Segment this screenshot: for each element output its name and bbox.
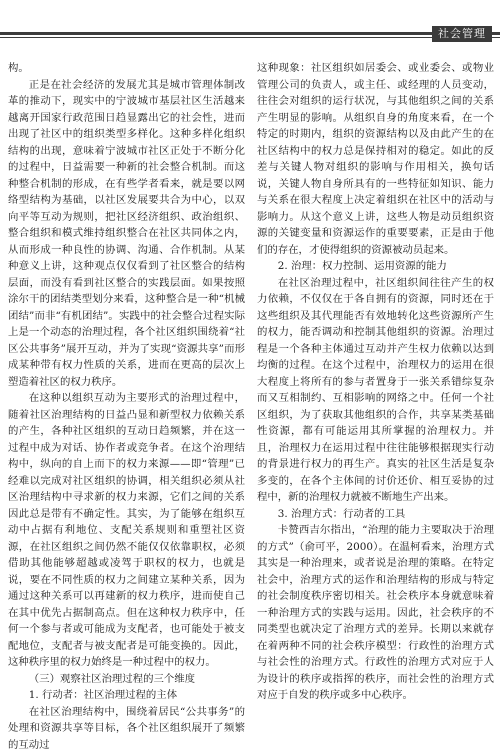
left-column bbox=[8, 60, 245, 560]
page-header bbox=[0, 0, 500, 44]
subsection-heading: 3. 治理方式：行动者的工具 bbox=[257, 506, 494, 523]
header-rule-thin bbox=[0, 37, 500, 38]
paragraph: 卡赞西吉尔指出，“治理的能力主要取决于治理的方式”（俞可平，2000）。在温柯看来，治理方式其实是一种治理来，或者说是治理的策略。在特定社会中，治理方式的运作和治理结构的形成与特定的社会制度秩序密切相关。社会秩序本身就意味着一种治理方式的实践与运用。因此，社会秩序的不同类型也就决定了治理方式的差异。长期以来就存在着两种不同的社会秩序模型：行政性的治理方式与社会性的治理方式。行政性的治理方式对应于人为设计的秩序或指挥的秩序，而社会性的治理方式对应于自发的秩序或多中心秩序。 bbox=[257, 522, 494, 704]
paragraph-continuation: 构。 bbox=[8, 60, 245, 77]
right-column bbox=[257, 60, 494, 560]
paragraph: 在社区治理结构中，围绕着居民“公共事务”的处理和资源共享等目标，各个社区组织展开了频繁的互动过 bbox=[8, 704, 245, 753]
subsection-heading: 1. 行动者：社区治理过程的主体 bbox=[8, 687, 245, 704]
header-rule-thick bbox=[0, 32, 500, 35]
section-heading: （三）观察社区治理过程的三个维度 bbox=[8, 671, 245, 688]
paragraph: 在社区治理过程中，社区组织间往往产生的权力依赖，不仅仅在于各自拥有的资源，同时还在于这些组织及其代理能否有效地转化这些资源所产生的权力，能否调动和控制其他组织的资源。治理过程是一个各种主体通过互动并产生权力依赖以达到均衡的过程。在这个过程中，治理权力的运用在很大程度上将所有的参与者置身于一张关系错综复杂而又互相制约、互相影响的网络之中。任何一个社区组织，为了获取其他组织的合作，共享某类基础性资源，都有可能运用其所掌握的治理权力。并且，治理权力在运用过程中往往能够根据现实行动的背景进行权力的再生产。真实的社区生活是复杂多变的，在各个主体间的讨价还价、相互妥协的过程中，新的治理权力就被不断地生产出来。 bbox=[257, 275, 494, 506]
section-tag: 社会管理 bbox=[432, 26, 492, 42]
paragraph: 在这种以组织互动为主要形式的治理过程中，随着社区治理结构的日益凸显和新型权力依赖关系的产生，各种社区组织的互动日趋频繁，并在这一过程中成为对话、协作者或竞争者。在这个治理结构中，纵向的自上而下的权力来源——即“管理”已经难以完成对社区组织的协调，相关组织必须从社区治理结构中寻求新的权力来源，它们之间的关系因此总是带有不确定性。其实，为了能够在组织互动中占据有利地位、支配关系规则和重塑社区资源，在社区组织之间仍然不能仅仅依靠职权，必须借助其他能够超越或凌驾于职权的权力，也就是说，要在不同性质的权力之间建立某种关系，因为通过这种关系可以再建新的权力秩序，进而使自己在其中优先占据制高点。但在这种权力秩序中，任何一个参与者或可能成为支配者，也可能处于被支配地位，支配者与被支配者是可能变换的。因此，这种秩序里的权力始终是一种过程中的权力。 bbox=[8, 390, 245, 671]
subsection-heading: 2. 治理：权力控制、运用资源的能力 bbox=[257, 258, 494, 275]
paragraph: 正是在社会经济的发展尤其是城市管理体制改革的推动下，现实中的宁波城市基层社区生活越来越离开国家行政范围日趋显露出它的社会性，进而出现了社区中的组织类型多样化。这种多样化组织结构的出现，意味着宁波城市社区正处于不断分化的过程中，日益需要一种新的社会整合机制。而这种整合机制的形成，在有些学者看来，就是要以网络型结构为基础，以社区发展要共合为中心，以双向平等互动为规则，把社区经济组织、政治组织、整合组织和模式维持组织整合在社区共同体之内，从而形成一种良性的协调、沟通、合作机制。从某种意义上讲，这种观点仅仅看到了社区整合的结构层面，而没有看到社区整合的实践层面。如果按照涂尔干的团结类型划分来看，这种整合是一种“机械团结”而非“有机团结”。实践中的社会整合过程实际上是一个动态的治理过程，各个社区组织围绕着“社区公共事务”展开互动，并为了实现“资源共享”而形成某种带有权力性质的关系，进而在更高的层次上塑造着社区的权力秩序。 bbox=[8, 77, 245, 391]
article-body bbox=[8, 60, 494, 560]
paragraph-continuation: 这种现象：社区组织如居委会、或业委会、或物业管理公司的负责人，或主任、或经理的人员变动，往往会对组织的运行状况，与其他组织之间的关系产生明显的影响。从组织自身的角度来看，在一个特定的时期内，组织的资源结构以及由此产生的在社区结构中的权力总是保持相对的稳定。如此的反差与关键人物对组织的影响与作用相关，换句话说，关键人物自身所具有的一些特征如知识、能力与关系在很大程度上决定着组织在社区中的活动与影响力。从这个意义上讲，这些人物是动员组织资源的关键变量和资源运作的重要要素，正是由于他们的存在，才使得组织的资源被动员起来。 bbox=[257, 60, 494, 258]
